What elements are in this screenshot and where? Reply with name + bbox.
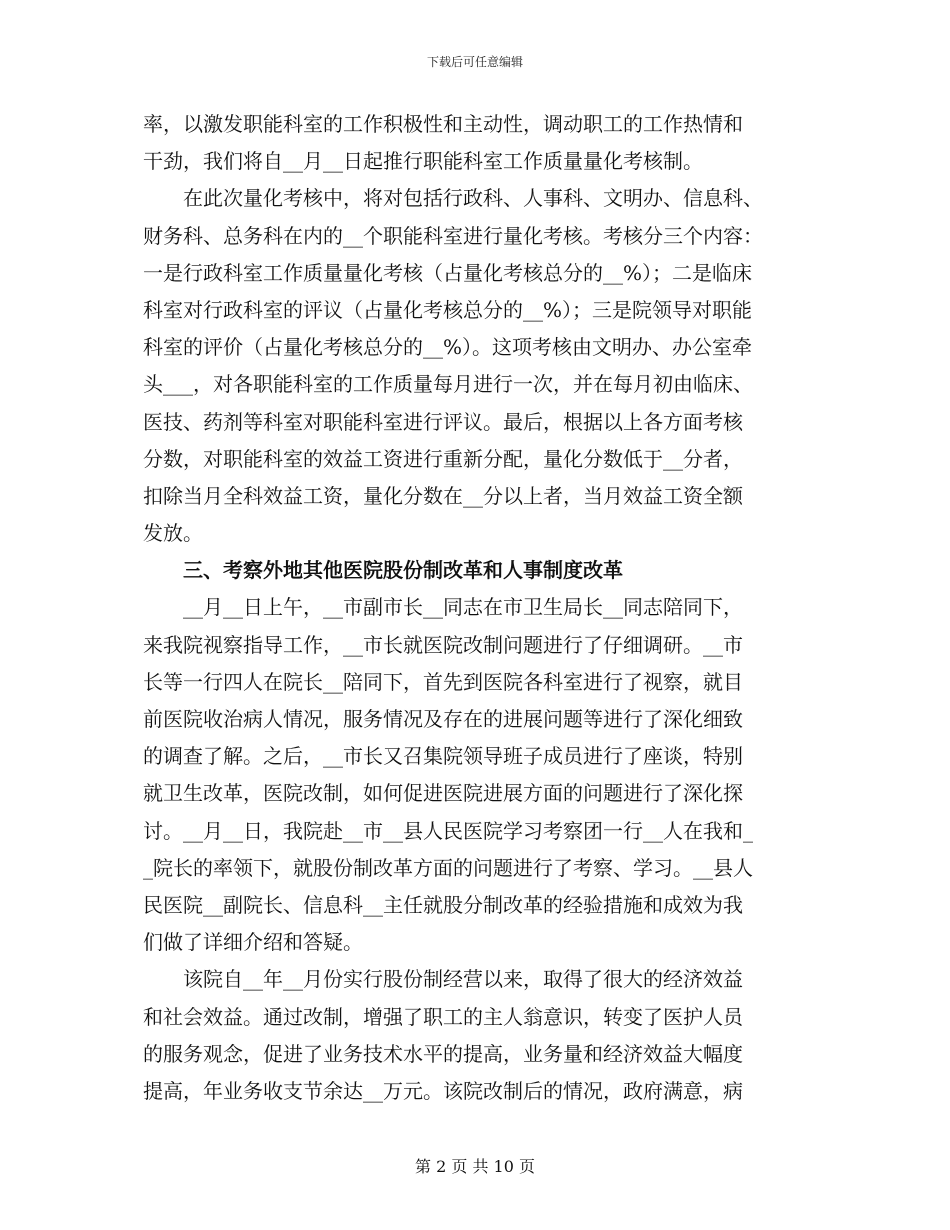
body-line: 长等一行四人在院长__陪同下，首先到医院各科室进行了视察，就目 bbox=[143, 669, 743, 694]
body-line: 提高，年业务收支节余达__万元。该院改制后的情况，政府满意，病 bbox=[143, 1078, 743, 1103]
body-line: 来我院视察指导工作，__市长就医院改制问题进行了仔细调研。__市 bbox=[143, 632, 743, 657]
body-line: 就卫生改革，医院改制，如何促进医院进展方面的问题进行了深化探 bbox=[143, 781, 743, 806]
body-line: 扣除当月全科效益工资，量化分数在__分以上者，当月效益工资全额 bbox=[143, 483, 743, 508]
body-line: 讨。__月__日，我院赴__市__县人民医院学习考察团一行__人在我和_ bbox=[143, 818, 753, 843]
body-line: 前医院收治病人情况，服务情况及存在的进展问题等进行了深化细致 bbox=[143, 707, 743, 731]
body-line: 财务科、总务科在内的__个职能科室进行量化考核。考核分三个内容： bbox=[143, 223, 763, 248]
document-body bbox=[143, 106, 813, 1110]
body-line: 干劲，我们将自__月__日起推行职能科室工作质量量化考核制。 bbox=[143, 149, 703, 174]
body-line: _院长的率领下，就股份制改革方面的问题进行了考察、学习。__县人 bbox=[143, 855, 753, 880]
page-number: 第 2 页 共 10 页 bbox=[415, 1157, 535, 1176]
body-line: 分数，对职能科室的效益工资进行重新分配，量化分数低于__分者， bbox=[143, 446, 743, 471]
paragraph-start-line: 在此次量化考核中，将对包括行政科、人事科、文明办、信息科、 bbox=[183, 186, 763, 211]
body-line: 的调查了解。之后，__市长又召集院领导班子成员进行了座谈，特别 bbox=[143, 744, 743, 769]
body-line: 的服务观念，促进了业务技术水平的提高，业务量和经济效益大幅度 bbox=[143, 1041, 743, 1066]
page-header-note: 下载后可任意编辑 bbox=[426, 55, 523, 69]
body-line: 民医院__副院长、信息科__主任就股分制改革的经验措施和成效为我 bbox=[143, 892, 743, 917]
paragraph-start-line: 该院自__年__月份实行股份制经营以来，取得了很大的经济效益 bbox=[183, 967, 743, 992]
body-line: 头___，对各职能科室的工作质量每月进行一次，并在每月初由临床、 bbox=[143, 372, 753, 397]
body-line: 一是行政科室工作质量量化考核（占量化考核总分的__%）；二是临床 bbox=[143, 260, 753, 285]
body-line: 科室的评价（占量化考核总分的__%）。这项考核由文明办、办公室牵 bbox=[143, 335, 753, 360]
body-line: 和社会效益。通过改制，增强了职工的主人翁意识，转变了医护人员 bbox=[143, 1004, 743, 1029]
body-line: 率，以激发职能科室的工作积极性和主动性，调动职工的工作热情和 bbox=[143, 112, 743, 136]
paragraph-start-line: __月__日上午，__市副市长__同志在市卫生局长__同志陪同下， bbox=[183, 595, 743, 620]
body-line: 发放。 bbox=[143, 521, 203, 546]
section-heading: 三、考察外地其他医院股份制改革和人事制度改革 bbox=[183, 558, 623, 583]
body-line: 科室对行政科室的评议（占量化考核总分的__%）；三是院领导对职能 bbox=[143, 297, 753, 322]
body-line: 们做了详细介绍和答疑。 bbox=[143, 930, 363, 955]
body-line: 医技、药剂等科室对职能科室进行评议。最后，根据以上各方面考核 bbox=[143, 409, 743, 434]
